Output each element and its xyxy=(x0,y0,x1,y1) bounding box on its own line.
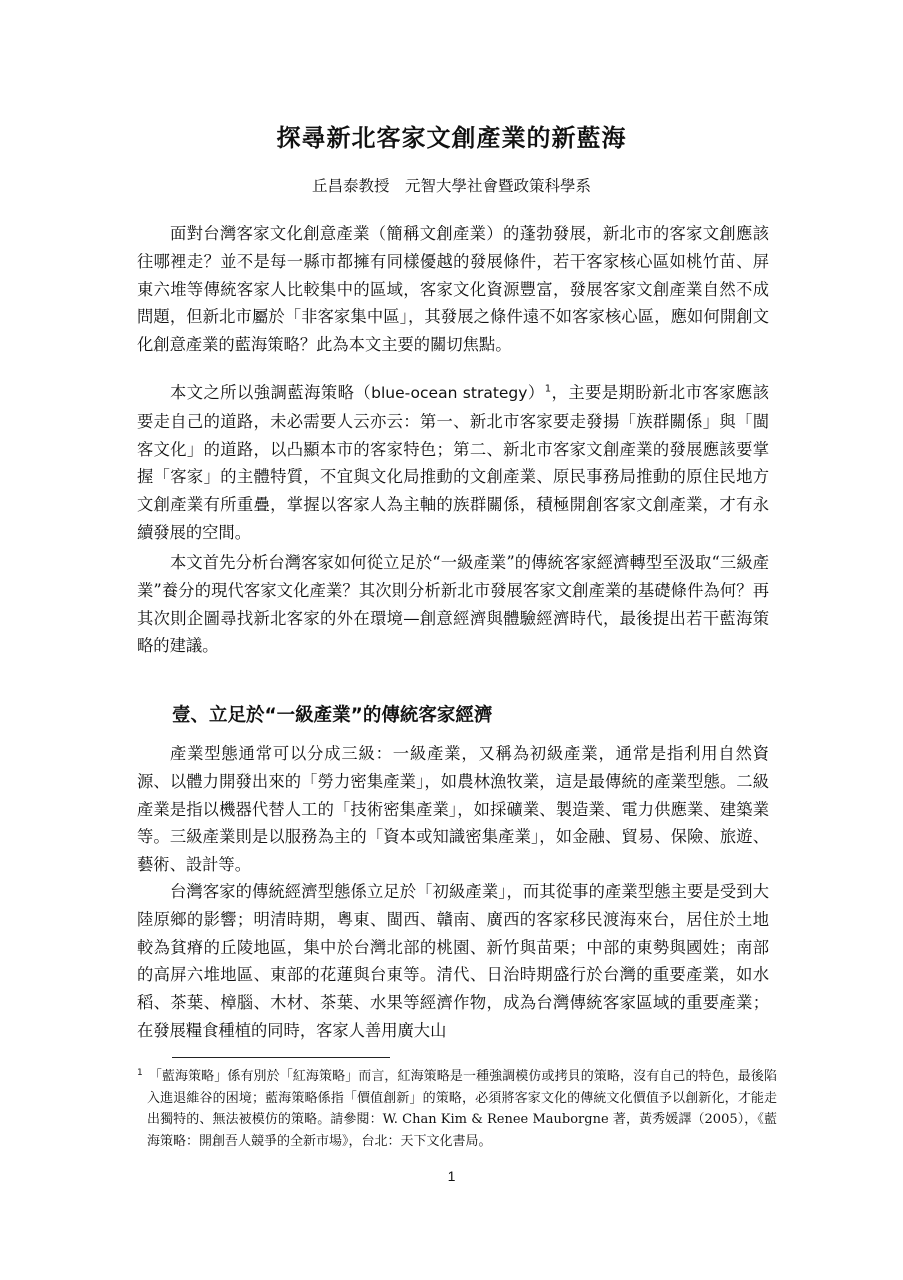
document-title: 探尋新北客家文創產業的新藍海 xyxy=(276,124,627,152)
paragraph-blue-ocean-close-paren: ） xyxy=(527,383,545,402)
paragraph-intro: 面對台灣客家文化創意產業（簡稱文創產業）的蓬勃發展，新北市的客家文創應該往哪裡走？並不是每一縣市都擁有同樣優越的發展條件，若干客家核心區如桃竹苗、屏東六堆等傳統客家人比較集中的區域，客家文化資源豐富，發展客家文創產業自然不成問題，但新北市屬於「非客家集中區」，其發展之條件遠不如客家核心區，應如何開創文化創意產業的藍海策略？此為本文主要的關切焦點。 xyxy=(137,224,769,355)
footnote-text: 「藍海策略」係有別於「紅海策略」而言，紅海策略是一種強調模仿或拷貝的策略，沒有自己的特色，最後陷入進退維谷的困境；藍海策略係指「價值創新」的策略，必須將客家文化的傳統文化價值予以創新化，才能走出獨特的、無法被模仿的策略。請參閱：W. Chan Kim & Renee Mauborgne 著，黃秀媛譯（2005），《藍海策略：開創吾人競爭的全新市場》，台北：天下文化書局。 xyxy=(147,1069,777,1149)
footnote-divider xyxy=(172,1057,390,1058)
paragraph-blue-ocean-text-start: 本文之所以強調藍海策略（ xyxy=(170,383,372,402)
footnote-mark: 1 xyxy=(137,1067,143,1078)
footnote xyxy=(137,1066,777,1152)
author-line: 丘昌泰教授 元智大學社會暨政策科學系 xyxy=(311,177,591,195)
page-number: 1 xyxy=(447,1168,456,1184)
section-heading: 壹、立足於“一級產業”的傳統客家經濟 xyxy=(172,705,493,726)
paragraph-outline: 本文首先分析台灣客家如何從立足於“一級產業”的傳統客家經濟轉型至汲取“三級產業”養分的現代客家文化產業？其次則分析新北市發展客家文創產業的基礎條件為何？再其次則企圖尋找新北客家的外在環境—創意經濟與體驗經濟時代，最後提出若干藍海策略的建議。 xyxy=(137,553,769,656)
paragraph-blue-ocean-text-rest: ，主要是期盼新北市客家應該要走自己的道路，未必需要人云亦云：第一、新北市客家要走發揚「族群關係」與「閩客文化」的道路，以凸顯本市的客家特色；第二、新北市客家文創產業的發展應該要掌握「客家」的主體特質，不宜與文化局推動的文創產業、原民事務局推動的原住民地方文創產業有所重疊，掌握以客家人為主軸的族群關係，積極開創客家文創產業，才有永續發展的空間。 xyxy=(137,383,769,542)
footnote-reference: 1 xyxy=(544,383,552,395)
paragraph-blue-ocean xyxy=(137,379,769,547)
paragraph-hakka-economy: 台灣客家的傳統經濟型態係立足於「初級產業」，而其從事的產業型態主要是受到大陸原鄉的影響；明清時期，粵東、閩西、贛南、廣西的客家移民渡海來台，居住於土地較為貧瘠的丘陵地區，集中於台灣北部的桃園、新竹與苗栗；中部的東勢與國姓；南部的高屏六堆地區、東部的花蓮與台東等。清代、日治時期盛行於台灣的重要產業，如水稻、茶葉、樟腦、木材、茶葉、水果等經濟作物，成為台灣傳統客家區域的重要產業；在發展糧食種植的同時，客家人善用廣大山 xyxy=(137,882,769,1040)
paragraph-industry-types: 產業型態通常可以分成三級：一級產業，又稱為初級產業，通常是指利用自然資源、以體力開發出來的「勞力密集產業」，如農林漁牧業，這是最傳統的產業型態。二級產業是指以機器代替人工的「技術密集產業」，如採礦業、製造業、電力供應業、建築業等。三級產業則是以服務為主的「資本或知識密集產業」，如金融、貿易、保險、旅遊、藝術、設計等。 xyxy=(137,744,769,875)
blue-ocean-term: blue-ocean strategy xyxy=(371,384,528,402)
